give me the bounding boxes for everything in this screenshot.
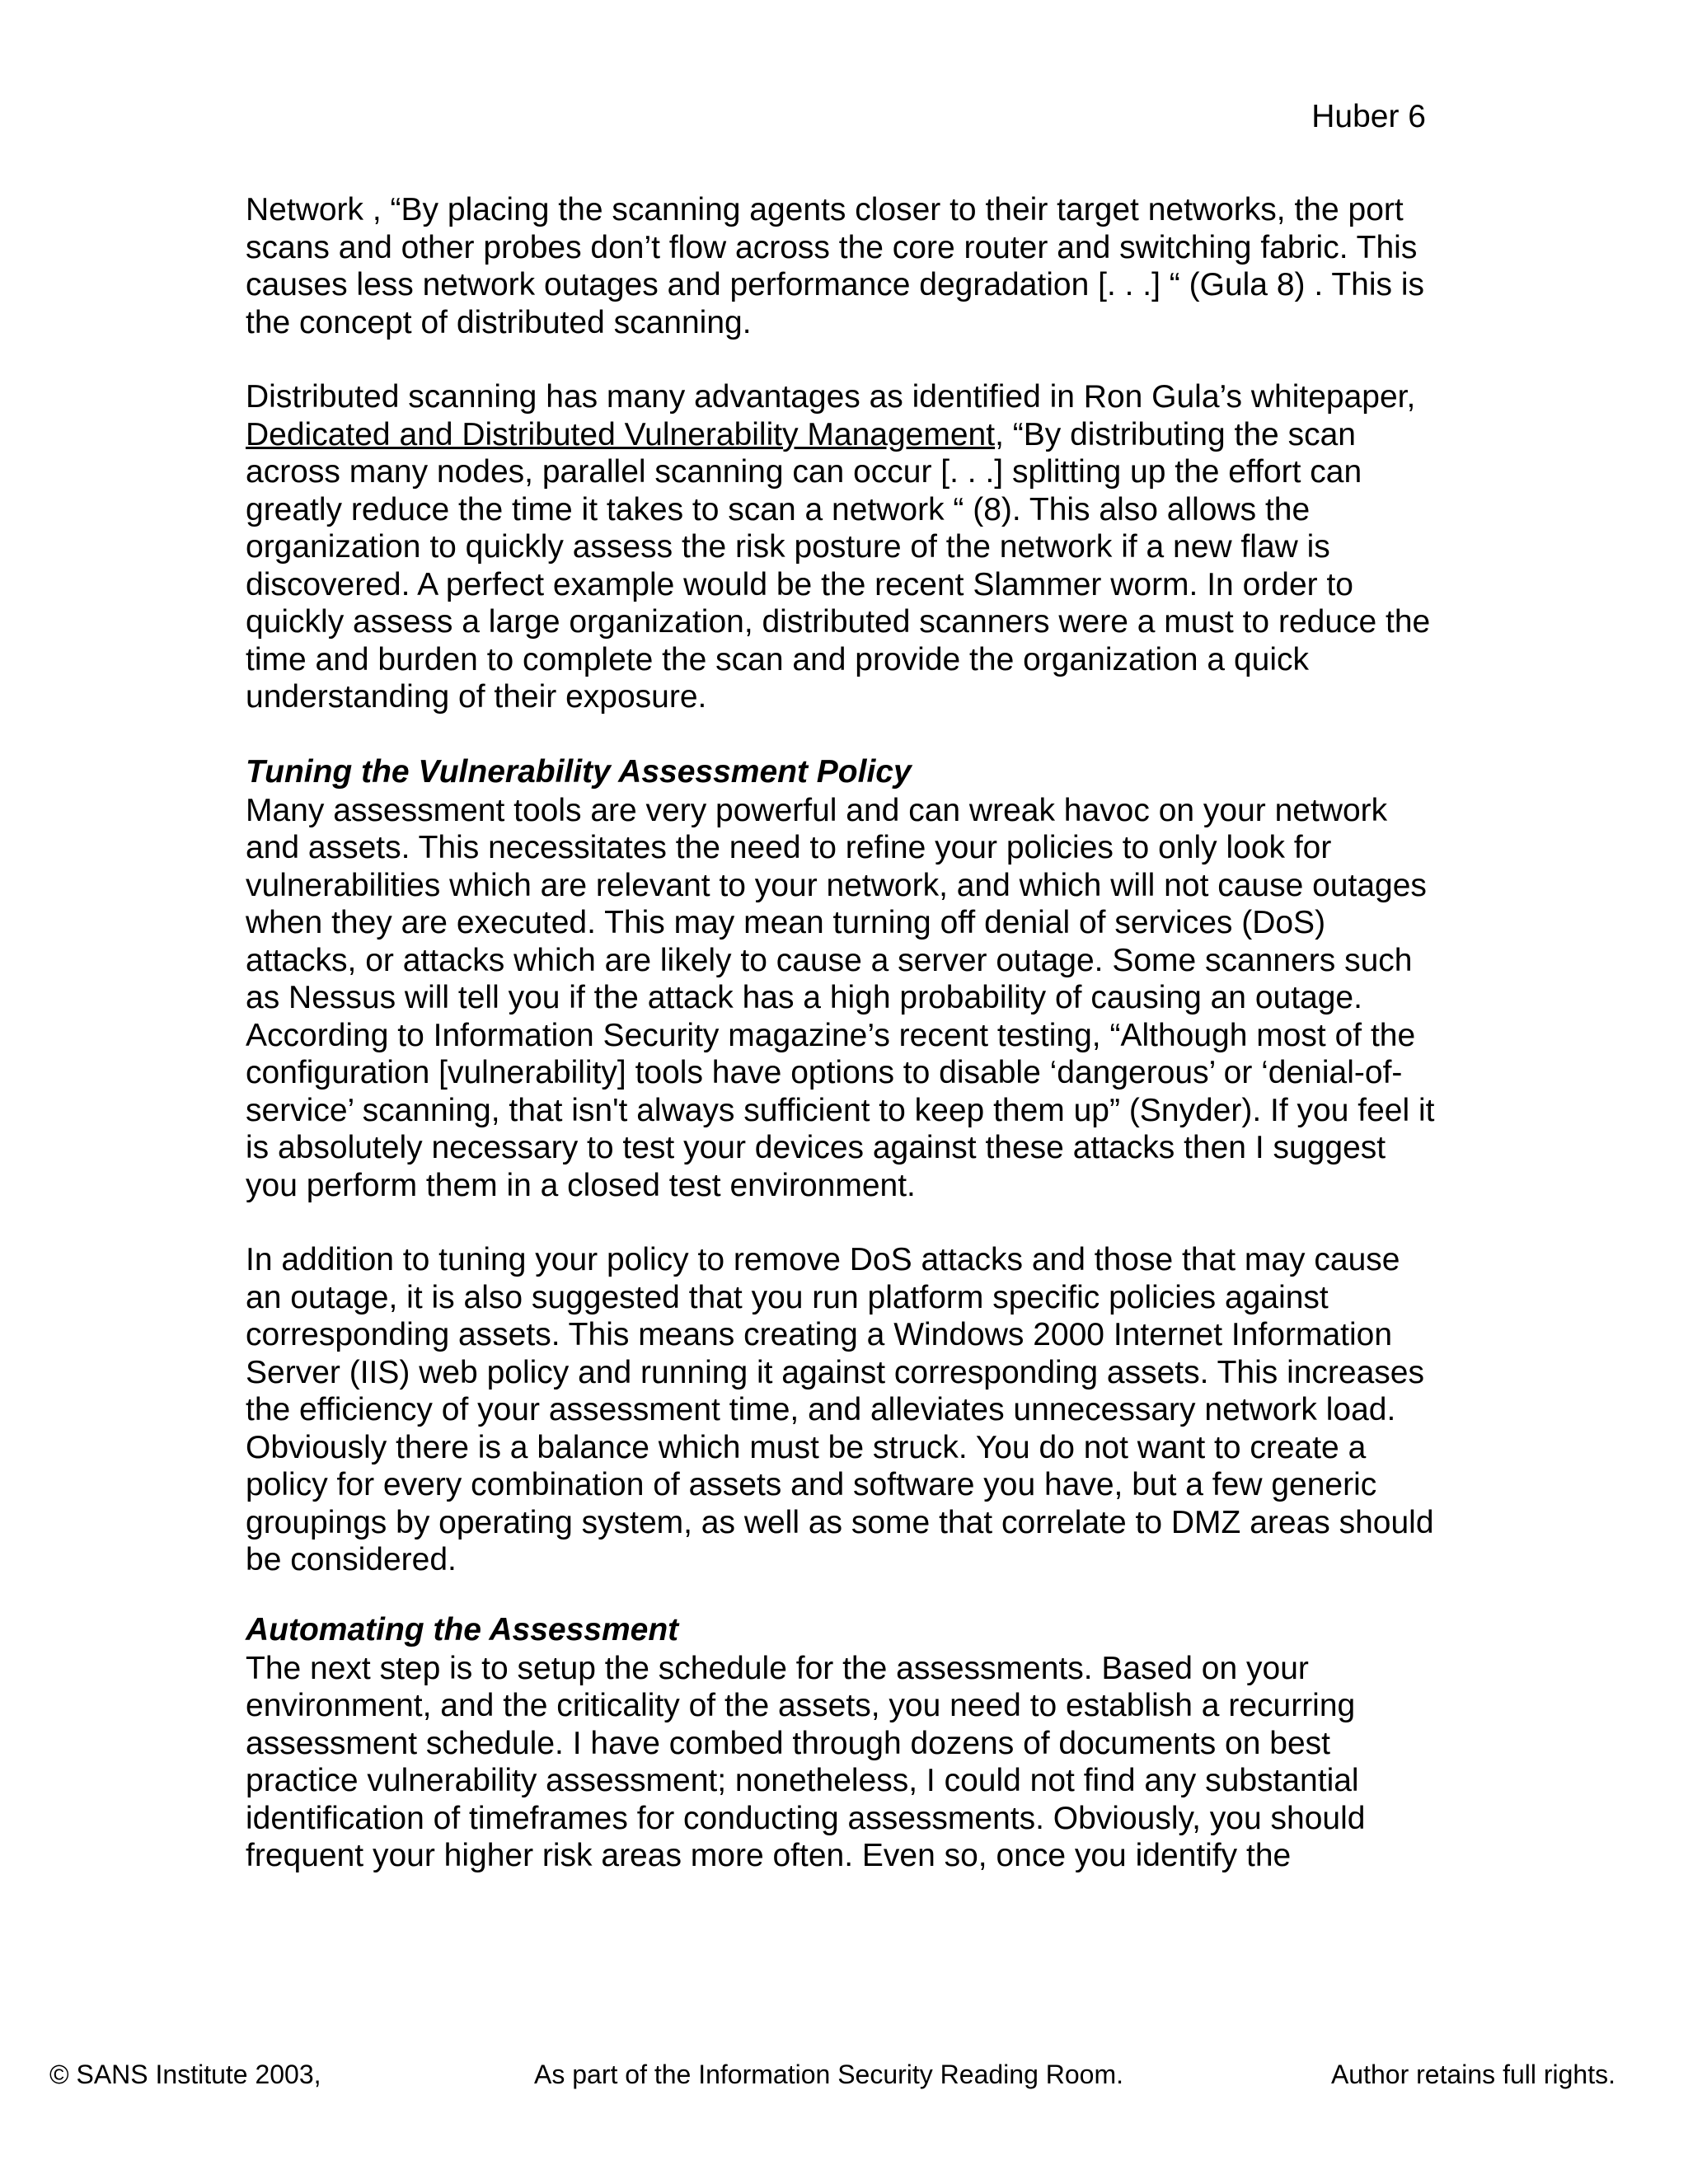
footer-rights: Author retains full rights. [1330,2060,1615,2089]
paragraph-text: Distributed scanning has many advantages as identified in Ron Gula’s whitepaper, [246,379,1416,415]
whitepaper-title: Dedicated and Distributed Vulnerability Management [246,416,996,452]
paragraph-tuning-policy: Many assessment tools are very powerful and can wreak havoc on your network and assets. This necessitates the need to refine your policies to only look for vulnerabilities which are relevant to your network, and which will not cause outages when they are executed. This may mean turning off denial of services (DoS) attacks, or attacks which are likely to cause a server outage. Some scanners such as Nessus will tell you if the attack has a high probability of causing an outage. According to Information Security magazine’s recent testing, “Although most of the configuration [vulnerability] tools have options to disable ‘dangerous’ or ‘denial-of-service’ scanning, that isn't always sufficient to keep them up” (Snyder). If you feel it is absolutely necessary to test your devices against these attacks then I suggest you perform them in a closed test environment. [246,792,1435,1203]
footer-copyright: © SANS Institute 2003, [49,2060,321,2089]
footer-reading-room: As part of the Information Security Reading Room. [534,2060,1124,2089]
paragraph-automating: The next step is to setup the schedule for the assessments. Based on your environment, and the criticality of the assets, you need to establish a recurring assessment schedule. I have combed through dozens of documents on best practice vulnerability assessment; nonetheless, I could not find any substantial identification of timeframes for conducting assessments. Obviously, you should frequent your higher risk areas more often. Even so, once you identify the [246,1650,1366,1873]
paragraph-distributed-advantages [246,378,1442,716]
section-heading-automating: Automating the Assessment [246,1611,679,1647]
page-header-label: Huber 6 [1311,99,1426,134]
document-body [246,191,1442,1875]
section-heading-tuning-policy: Tuning the Vulnerability Assessment Policy [246,753,912,790]
paragraph-distributed-scanning-quote: Network , “By placing the scanning agents closer to their target networks, the port scans and other probes don’t flow across the core router and switching fabric. This causes less network outages and performance degradation [. . .] “ (Gula 8) . This is the concept of distributed scanning. [246,192,1424,340]
paragraph-text: , “By distributing the scan across many nodes, parallel scanning can occur [. . .] splitting up the effort can greatly reduce the time it takes to scan a network “ (8). This also allows the organization to quickly assess the risk posture of the network if a new flaw is discovered. A perfect example would be the recent Slammer worm. In order to quickly assess a large organization, distributed scanners were a must to reduce the time and burden to complete the scan and provide the organization a quick understanding of their exposure. [246,416,1431,715]
paragraph-platform-policies: In addition to tuning your policy to remove DoS attacks and those that may cause an outage, it is also suggested that you run platform specific policies against corresponding assets. This means creating a Windows 2000 Internet Information Server (IIS) web policy and running it against corresponding assets. This increases the efficiency of your assessment time, and alleviates unnecessary network load. Obviously there is a balance which must be struck. You do not want to create a policy for every combination of assets and software you have, but a few generic groupings by operating system, as well as some that correlate to DMZ areas should be considered. [246,1242,1434,1577]
